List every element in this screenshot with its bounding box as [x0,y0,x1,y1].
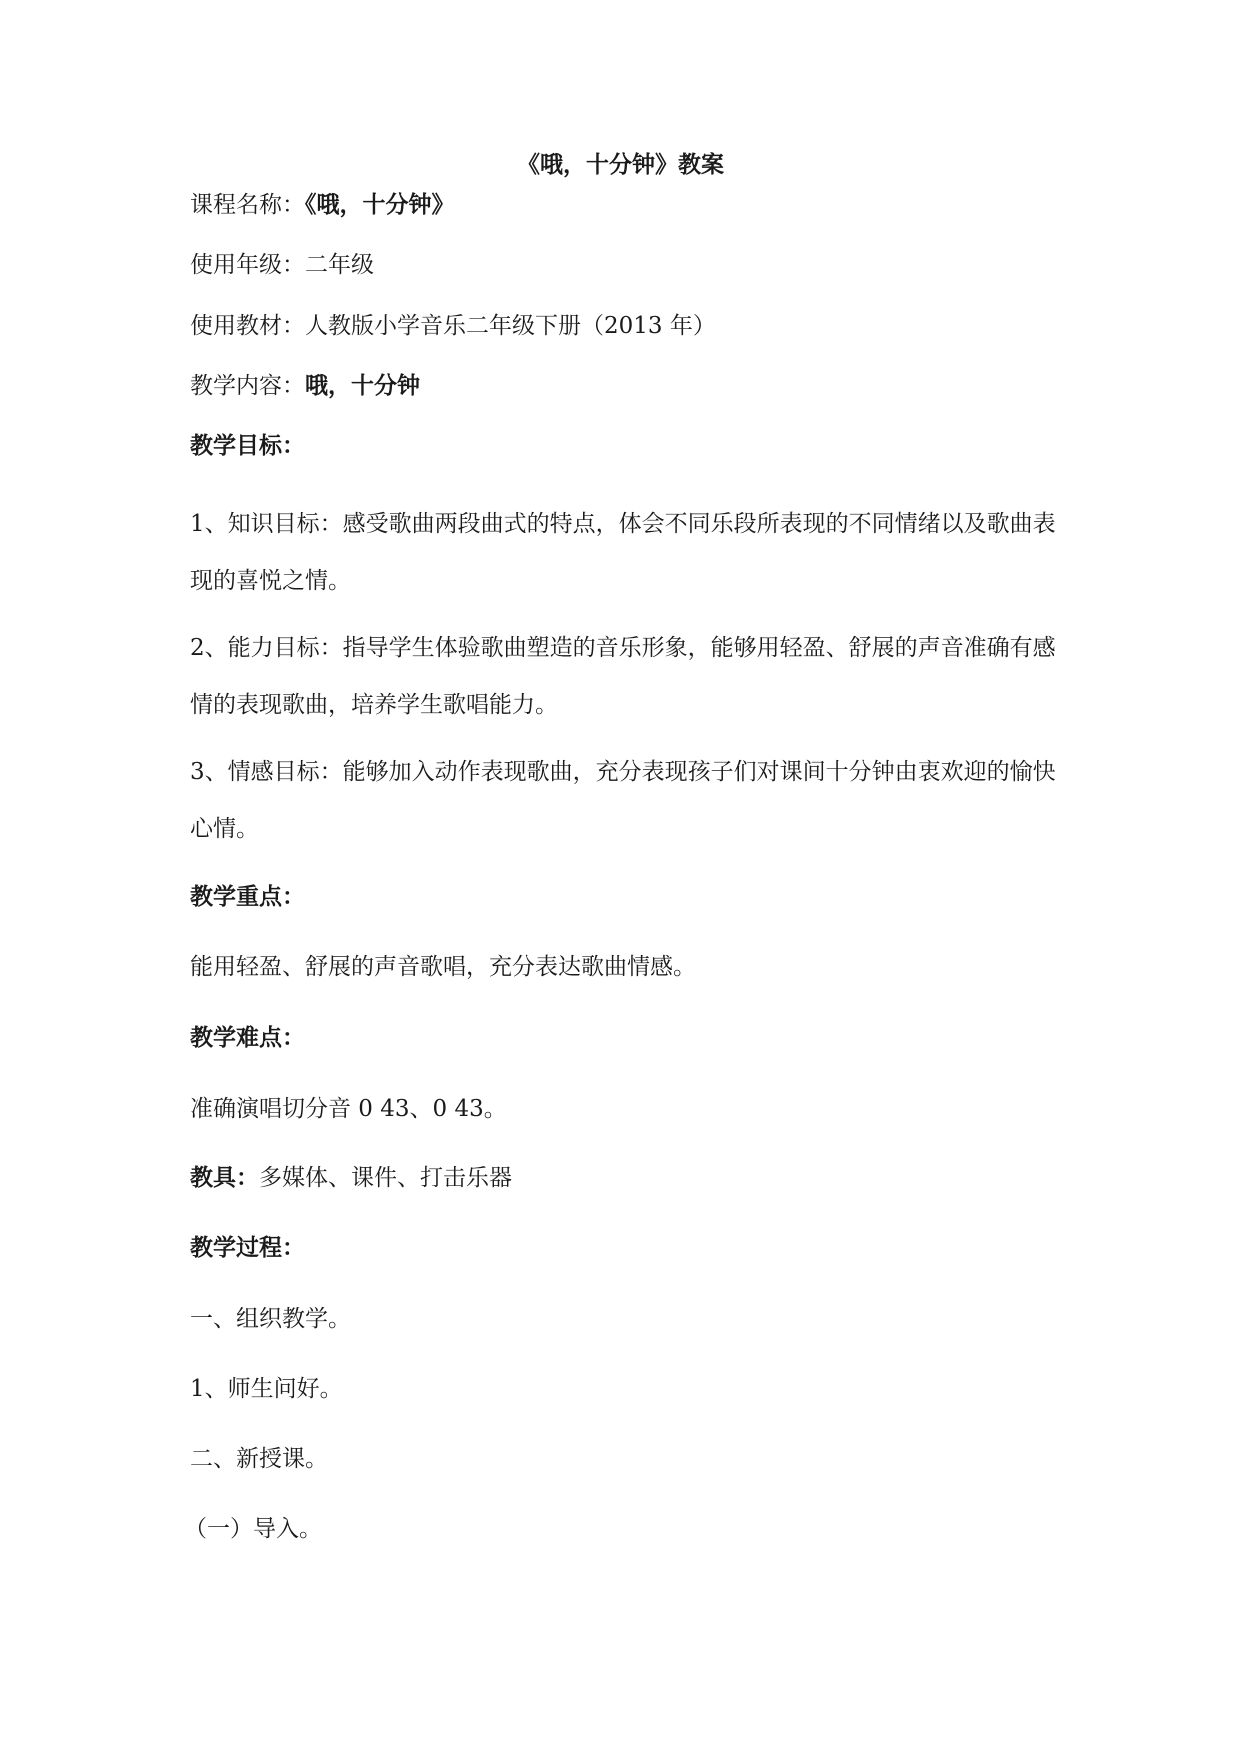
content-line [190,369,1060,403]
textbook-line [190,309,1060,343]
tools-line [190,1161,1060,1195]
objectives-heading: 教学目标： [190,432,305,459]
difficulty-heading: 教学难点： [190,1024,305,1051]
course-name-line [190,188,1060,222]
content-value: 哦，十分钟 [305,372,420,399]
process-step-2-1: （一）导入。 [184,1516,322,1542]
content-label: 教学内容： [190,373,305,399]
textbook-label: 使用教材： [190,313,305,339]
key-points-heading: 教学重点： [190,883,305,910]
key-points-text: 能用轻盈、舒展的声音歌唱，充分表达歌曲情感。 [190,954,696,980]
process-step-2: 二、新授课。 [190,1446,328,1472]
course-name-label: 课程名称： [190,192,305,218]
grade-label: 使用年级： [190,252,305,278]
process-step-1-1: 1、师生问好。 [190,1376,343,1402]
textbook-value: 人教版小学音乐二年级下册（2013 年） [305,313,716,339]
document-title: 《哦，十分钟》教案 [517,151,724,178]
grade-value: 二年级 [305,252,374,278]
difficulty-text: 准确演唱切分音 0 43、0 43。 [190,1096,507,1122]
tools-label: 教具： [190,1164,259,1191]
grade-line [190,248,1060,282]
objective-3: 3、情感目标：能够加入动作表现歌曲，充分表现孩子们对课间十分钟由衷欢迎的愉快心情。 [190,759,1056,842]
tools-value: 多媒体、课件、打击乐器 [259,1165,512,1191]
process-heading: 教学过程： [190,1234,305,1261]
course-name-value: 《哦，十分钟》 [305,191,455,218]
objective-2: 2、能力目标：指导学生体验歌曲塑造的音乐形象，能够用轻盈、舒展的声音准确有感情的表现歌曲，培养学生歌唱能力。 [190,635,1056,718]
process-step-1: 一、组织教学。 [190,1306,351,1332]
objective-1: 1、知识目标：感受歌曲两段曲式的特点，体会不同乐段所表现的不同情绪以及歌曲表现的喜悦之情。 [190,511,1056,594]
